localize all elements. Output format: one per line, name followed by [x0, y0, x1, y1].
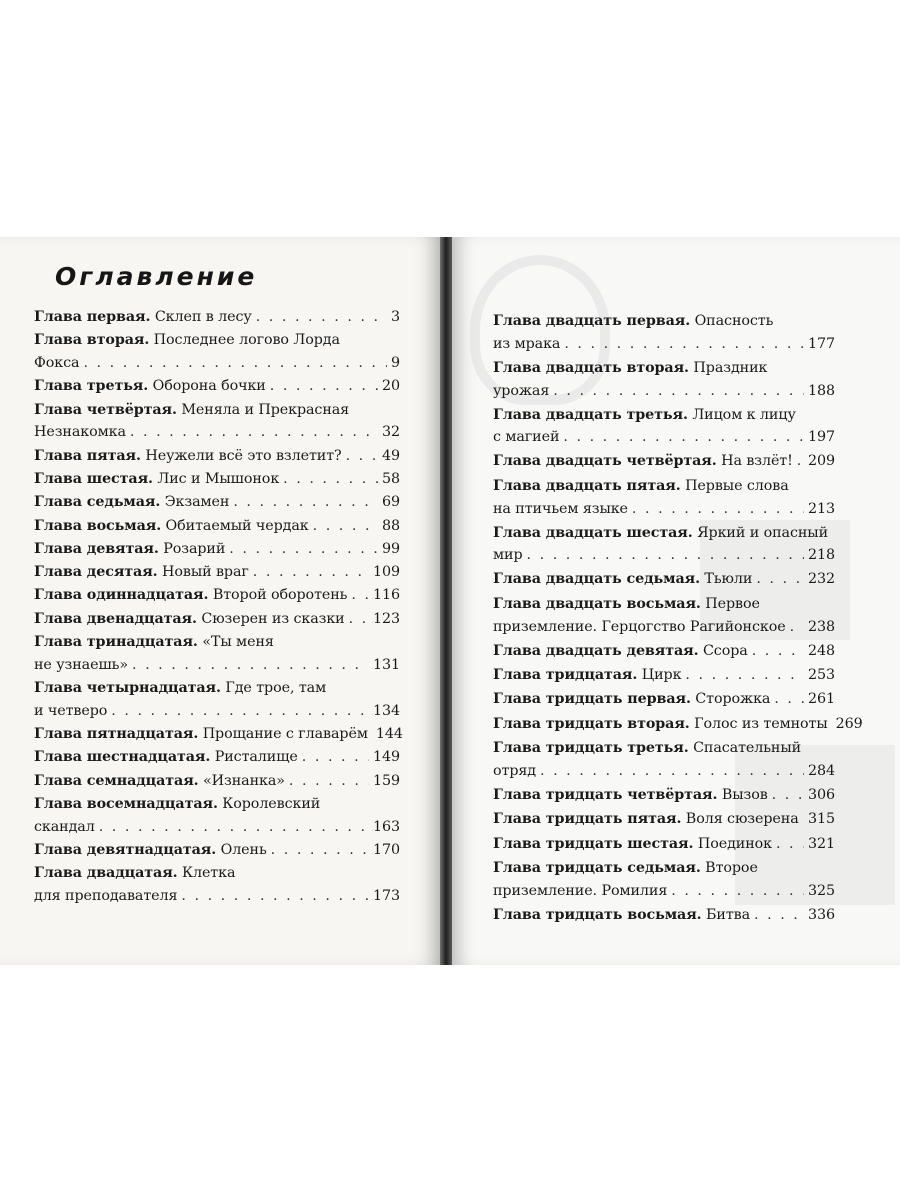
page-number: 20 — [382, 378, 400, 395]
toc-entry-line — [493, 310, 835, 333]
page-number: 144 — [375, 726, 403, 742]
toc-entry-line — [493, 640, 835, 663]
chapter-number: Глава тринадцатая. — [34, 634, 198, 650]
page-number: 32 — [382, 424, 400, 441]
page-number: 173 — [373, 887, 400, 904]
toc-entry[interactable] — [493, 904, 835, 927]
chapter-title: Прощание с главарём — [202, 726, 368, 742]
toc-entry-line — [34, 329, 400, 352]
chapter-number: Глава двадцать третья. — [493, 406, 688, 423]
toc-entry[interactable] — [493, 664, 835, 687]
toc-entry-line — [493, 857, 835, 880]
chapter-number: Глава двадцать девятая. — [493, 642, 699, 659]
toc-entry[interactable] — [493, 450, 835, 473]
leader-dots — [83, 352, 387, 375]
page-number: 69 — [382, 494, 400, 511]
toc-entry[interactable] — [493, 475, 835, 520]
toc-entry-line — [493, 784, 835, 807]
chapter-title: Меняла и Прекрасная — [181, 401, 350, 418]
chapter-title-continued: не узнаешь» — [34, 656, 128, 673]
chapter-title-continued: и четверо — [34, 702, 108, 719]
toc-entry-line — [493, 664, 835, 687]
page-number: 177 — [808, 335, 835, 352]
chapter-title: Сюзерен из сказки — [201, 610, 345, 627]
toc-entry-line — [493, 688, 835, 711]
chapter-title: Второй оборотень — [212, 587, 348, 604]
chapter-title-continued: на птичьем языке — [493, 500, 628, 517]
chapter-title: Склеп в лесу — [154, 309, 252, 325]
toc-entry[interactable] — [493, 833, 835, 856]
chapter-number: Глава тридцать первая. — [493, 691, 691, 708]
page-number: 284 — [808, 762, 835, 779]
page-number: 321 — [808, 835, 835, 852]
leader-dots — [132, 654, 369, 677]
toc-entry-line — [34, 885, 400, 908]
chapter-title: Королевский — [222, 795, 321, 812]
page-number: 116 — [373, 587, 400, 604]
toc-entry[interactable] — [34, 839, 400, 862]
toc-entry[interactable] — [34, 399, 400, 444]
leader-dots — [540, 760, 804, 783]
chapter-title: Ссора — [702, 642, 748, 659]
leader-dots — [797, 450, 804, 473]
chapter-title-continued: отряд — [493, 762, 536, 779]
leader-dots — [752, 640, 804, 663]
toc-entry[interactable] — [493, 688, 835, 711]
chapter-number: Глава двадцать седьмая. — [493, 571, 700, 588]
leader-dots — [111, 700, 369, 723]
toc-entry[interactable] — [34, 306, 400, 329]
leader-dots — [774, 688, 804, 711]
chapter-title: Праздник — [693, 359, 768, 376]
chapter-title: Последнее логово Лорда — [153, 332, 340, 349]
page-number: 253 — [808, 667, 835, 683]
chapter-number: Глава восемнадцатая. — [34, 795, 218, 812]
leader-dots — [527, 544, 804, 567]
page-number: 99 — [382, 540, 400, 557]
toc-entry-line — [34, 515, 400, 538]
page-number: 49 — [382, 447, 400, 464]
leader-dots — [564, 333, 804, 356]
leader-dots — [685, 664, 804, 687]
chapter-title: Тьюли — [704, 571, 753, 588]
chapter-title: Обитаемый чердак — [165, 517, 309, 534]
chapter-number: Глава девятнадцатая. — [34, 841, 217, 858]
chapter-number: Глава тридцать пятая. — [493, 811, 682, 828]
leader-dots — [754, 904, 804, 927]
toc-entry-line — [34, 862, 400, 885]
toc-entry[interactable] — [493, 857, 835, 902]
chapter-title-continued: из мрака — [493, 335, 561, 352]
page-number: 218 — [808, 547, 835, 564]
toc-entry-line — [34, 700, 400, 723]
chapter-title: Голос из темноты — [694, 715, 828, 732]
toc-entry[interactable] — [34, 491, 400, 514]
chapter-number: Глава двадцать пятая. — [493, 477, 681, 494]
chapter-title: Экзамен — [164, 494, 230, 511]
chapter-title: Лис и Мышонок — [157, 470, 280, 487]
page-number: 261 — [808, 691, 835, 708]
toc-entry-line — [493, 498, 835, 521]
toc-entry-line — [34, 793, 400, 816]
chapter-title: Яркий и опасный — [697, 524, 829, 541]
page-number: 131 — [373, 656, 400, 673]
toc-entry-line — [493, 833, 835, 856]
leader-dots — [283, 468, 378, 491]
page-number: 188 — [808, 382, 835, 399]
page-number: 88 — [382, 517, 400, 534]
toc-entry[interactable] — [493, 310, 835, 355]
chapter-number: Глава шестнадцатая. — [34, 749, 211, 766]
chapter-number: Глава тридцать четвёртая. — [493, 787, 718, 803]
toc-entry-line — [493, 760, 835, 783]
leader-dots — [271, 839, 369, 862]
toc-entry-line — [493, 380, 835, 403]
page-number: 232 — [808, 571, 835, 588]
chapter-title: Неужели всё это взлетит? — [145, 447, 342, 464]
chapter-number: Глава тридцать третья. — [493, 740, 689, 757]
page-number: 149 — [373, 749, 400, 766]
chapter-title: Розарий — [163, 540, 226, 557]
chapter-title: Второе — [705, 860, 758, 877]
page-number: 325 — [808, 882, 835, 899]
chapter-title: «Изнанка» — [203, 772, 285, 789]
toc-entry-line — [493, 426, 835, 449]
chapter-number: Глава третья. — [34, 378, 149, 395]
chapter-number: Глава десятая. — [34, 564, 158, 581]
toc-entry-line — [493, 737, 835, 760]
leader-dots — [346, 445, 378, 468]
leader-dots — [256, 306, 387, 329]
toc-entry[interactable] — [34, 608, 400, 631]
chapter-title: Вызов — [721, 787, 768, 803]
chapter-title: Клетка — [182, 865, 236, 882]
toc-entry-line — [34, 445, 400, 468]
chapter-number: Глава четвёртая. — [34, 401, 177, 418]
toc-entry-line — [34, 468, 400, 491]
toc-entry-line — [34, 839, 400, 862]
chapter-title: Олень — [220, 841, 267, 858]
chapter-number: Глава тридцать вторая. — [493, 715, 690, 732]
toc-entry-line — [34, 723, 403, 746]
leader-dots — [233, 491, 378, 514]
chapter-number: Глава одиннадцатая. — [34, 587, 209, 604]
chapter-number: Глава первая. — [34, 309, 151, 325]
chapter-title: Первое — [705, 595, 760, 612]
chapter-number: Глава двадцать шестая. — [493, 524, 693, 541]
leader-dots — [776, 833, 804, 856]
leader-dots — [181, 885, 369, 908]
chapter-number: Глава шестая. — [34, 470, 153, 487]
toc-entry[interactable] — [34, 677, 400, 722]
chapter-title-continued: Незнакомка — [34, 424, 126, 441]
chapter-number: Глава двенадцатая. — [34, 610, 197, 627]
toc-entry-line — [34, 631, 400, 654]
page-number: 213 — [808, 500, 835, 517]
leader-dots — [351, 584, 369, 607]
toc-entry[interactable] — [34, 793, 400, 838]
chapter-title: Ристалище — [214, 749, 298, 766]
chapter-title: На взлёт! — [721, 453, 793, 470]
toc-entry-line — [493, 904, 835, 927]
leader-dots — [253, 561, 369, 584]
toc-entry-line — [493, 568, 835, 591]
page-number: 238 — [808, 618, 835, 635]
chapter-title: Первые слова — [685, 477, 789, 494]
chapter-number: Глава восьмая. — [34, 517, 162, 534]
toc-entry[interactable] — [34, 445, 400, 468]
toc-entry[interactable] — [34, 468, 400, 491]
toc-entry[interactable] — [34, 375, 400, 398]
chapter-number: Глава семнадцатая. — [34, 772, 199, 789]
toc-entry-line — [34, 677, 400, 700]
toc-entry[interactable] — [493, 404, 835, 449]
toc-entry[interactable] — [493, 568, 835, 591]
toc-entry-line — [34, 584, 400, 607]
toc-entry-line — [34, 654, 400, 677]
toc-entry[interactable] — [34, 770, 400, 793]
page-number: 58 — [382, 470, 400, 487]
page-number: 315 — [808, 811, 835, 828]
toc-entry-line — [493, 522, 835, 545]
toc-entry-line — [34, 538, 400, 561]
chapter-title-continued: приземление. Ромилия — [493, 882, 668, 899]
chapter-title: Спасательный — [693, 740, 802, 757]
page-title: Оглавление — [55, 262, 258, 291]
chapter-title: Оборона бочки — [152, 378, 266, 395]
leader-dots — [671, 880, 804, 903]
chapter-number: Глава тридцатая. — [493, 667, 638, 683]
toc-entry-line — [493, 357, 835, 380]
toc-entry[interactable] — [34, 631, 400, 676]
chapter-title: Битва — [706, 907, 751, 923]
toc-entry[interactable] — [493, 808, 835, 831]
chapter-title: Цирк — [641, 667, 682, 683]
chapter-number: Глава седьмая. — [34, 494, 161, 511]
leader-dots — [772, 784, 804, 807]
toc-entry[interactable] — [493, 522, 835, 567]
page-number: 209 — [808, 453, 835, 470]
chapter-title-continued: урожая — [493, 382, 550, 399]
page-number: 159 — [373, 772, 400, 789]
chapter-title-continued: приземление. Герцогство Рагийонское — [493, 618, 786, 635]
chapter-title: Лицом к лицу — [692, 406, 796, 423]
page-number: 3 — [391, 309, 400, 325]
toc-entry[interactable] — [34, 584, 400, 607]
toc-entry-line — [34, 421, 400, 444]
toc-entry-line — [493, 475, 835, 498]
page-number: 163 — [373, 818, 400, 835]
chapter-title: Сторожка — [695, 691, 771, 708]
chapter-number: Глава двадцать вторая. — [493, 359, 689, 376]
toc-entry-line — [493, 616, 835, 639]
toc-entry-line — [493, 593, 835, 616]
page-number: 269 — [835, 715, 863, 732]
page-number: 134 — [373, 702, 400, 719]
toc-entry-line — [493, 404, 835, 427]
toc-entry[interactable] — [493, 640, 835, 663]
toc-entry-line — [34, 352, 400, 375]
chapter-number: Глава пятая. — [34, 447, 141, 464]
page-number: 123 — [373, 610, 400, 627]
toc-entry-line — [34, 608, 400, 631]
toc-entry-line — [34, 746, 400, 769]
toc-entry-line — [34, 770, 400, 793]
toc-entry-line — [34, 561, 400, 584]
toc-entry-line — [493, 450, 835, 473]
chapter-title-continued: скандал — [34, 818, 95, 835]
chapter-number: Глава тридцать седьмая. — [493, 860, 701, 877]
leader-dots — [349, 608, 369, 631]
leader-dots — [790, 616, 804, 639]
leader-dots — [270, 375, 378, 398]
chapter-number: Глава тридцать шестая. — [493, 835, 694, 852]
toc-entry[interactable] — [34, 746, 400, 769]
chapter-title: Новый враг — [162, 564, 249, 581]
chapter-number: Глава пятнадцатая. — [34, 726, 199, 742]
toc-entry-line — [34, 399, 400, 422]
chapter-title-continued: для преподавателя — [34, 887, 178, 904]
leader-dots — [313, 515, 378, 538]
toc-entry-line — [493, 713, 863, 736]
toc-entry[interactable] — [34, 329, 400, 374]
page-number: 197 — [808, 429, 835, 446]
toc-entry-line — [34, 491, 400, 514]
page-number: 109 — [373, 564, 400, 581]
book-gutter — [440, 237, 452, 965]
leader-dots — [803, 808, 804, 831]
toc-entry[interactable] — [34, 862, 400, 907]
chapter-title: Опасность — [694, 313, 774, 329]
page-number: 306 — [808, 787, 835, 803]
toc-entry[interactable] — [493, 737, 835, 782]
leader-dots — [229, 538, 378, 561]
chapter-number: Глава двадцать четвёртая. — [493, 453, 717, 470]
chapter-number: Глава четырнадцатая. — [34, 680, 221, 696]
leader-dots — [289, 770, 369, 793]
toc-entry-line — [34, 306, 400, 329]
toc-entry-line — [493, 880, 835, 903]
chapter-number: Глава двадцатая. — [34, 865, 178, 882]
toc-entry-line — [34, 375, 400, 398]
toc-entry[interactable] — [34, 515, 400, 538]
chapter-title: «Ты меня — [202, 634, 274, 650]
toc-entry[interactable] — [34, 561, 400, 584]
leader-dots — [563, 426, 804, 449]
chapter-title: Поединок — [697, 835, 772, 852]
toc-entry[interactable] — [493, 357, 835, 402]
leader-dots — [130, 421, 378, 444]
page-number: 170 — [373, 841, 400, 858]
chapter-number: Глава девятая. — [34, 540, 159, 557]
page-number: 9 — [391, 355, 400, 371]
chapter-number: Глава тридцать восьмая. — [493, 907, 702, 923]
page-number: 248 — [808, 642, 835, 659]
toc-entry-line — [493, 808, 835, 831]
toc-entry[interactable] — [493, 713, 863, 736]
toc-entry[interactable] — [34, 538, 400, 561]
chapter-title-continued: Фокса — [34, 355, 80, 371]
chapter-title-continued: с магией — [493, 429, 560, 446]
chapter-title-continued: мир — [493, 547, 523, 564]
toc-entry[interactable] — [493, 593, 835, 638]
leader-dots — [302, 746, 369, 769]
toc-entry-line — [493, 333, 835, 356]
chapter-number: Глава вторая. — [34, 332, 150, 349]
chapter-title: Воля сюзерена — [685, 811, 799, 828]
chapter-title: Где трое, там — [225, 680, 327, 696]
leader-dots — [99, 816, 369, 839]
chapter-number: Глава двадцать восьмая. — [493, 595, 701, 612]
page-number: 336 — [808, 907, 835, 923]
toc-entry-line — [493, 544, 835, 567]
leader-dots — [756, 568, 804, 591]
toc-entry[interactable] — [493, 784, 835, 807]
toc-entry[interactable] — [34, 723, 403, 746]
leader-dots — [553, 380, 804, 403]
chapter-number: Глава двадцать первая. — [493, 313, 691, 329]
toc-entry-line — [34, 816, 400, 839]
leader-dots — [632, 498, 804, 521]
